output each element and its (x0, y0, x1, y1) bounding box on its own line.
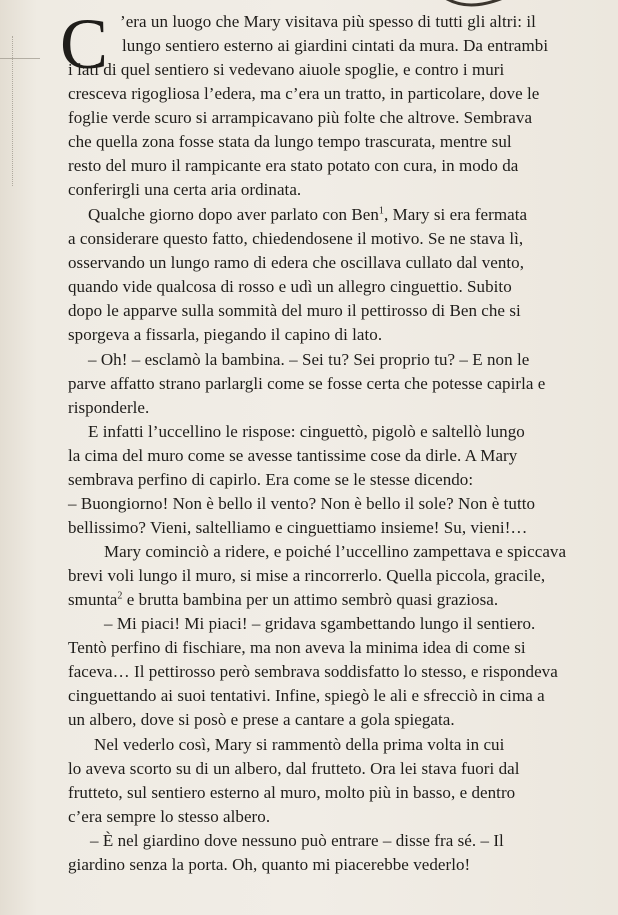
text-line: faceva… Il pettirosso però sembrava soddisfatto lo stesso, e rispondeva (68, 662, 558, 681)
text-line: ’era un luogo che Mary visitava più spesso di tutti gli altri: il (120, 12, 536, 31)
text-line: Mary cominciò a ridere, e poiché l’uccellino zampettava e spiccava (104, 542, 567, 561)
text-line: conferirgli una certa aria ordinata. (68, 180, 302, 199)
text-fragment: Qualche giorno dopo aver parlato con Ben (88, 205, 379, 224)
text-line: brevi voli lungo il muro, si mise a rincorrerlo. Quella piccola, gracile, (68, 566, 546, 585)
text-line: la cima del muro come se avesse tantissime cose da dirle. A Mary (68, 446, 518, 465)
text-line: parve affatto strano parlargli come se fosse certa che potesse capirla e (68, 374, 546, 393)
text-line: Tentò perfino di fischiare, ma non aveva la minima idea di come si (68, 638, 526, 657)
text-line: resto del muro il rampicante era stato potato con cura, in modo da (68, 156, 519, 175)
text-line (68, 588, 498, 612)
text-line: i lati di quel sentiero si vedevano aiuole spoglie, e contro i muri (68, 60, 505, 79)
text-line: – Mi piaci! Mi piaci! – gridava sgambettando lungo il sentiero. (104, 614, 536, 633)
text-line: cresceva rigogliosa l’edera, ma c’era un tratto, in particolare, dove le (68, 84, 540, 103)
text-line: dopo le apparve sulla sommità del muro il pettirosso di Ben che si (68, 301, 521, 320)
text-line: – Buongiorno! Non è bello il vento? Non è bello il sole? Non è tutto (68, 494, 536, 513)
text-line: quando vide qualcosa di rosso e udì un allegro cinguettio. Subito (68, 277, 512, 296)
drop-cap: C (60, 4, 109, 84)
footnote-marker: 2 (117, 590, 123, 602)
text-line: – È nel giardino dove nessuno può entrare – disse fra sé. – Il (90, 831, 504, 850)
text-line: osservando un lungo ramo di edera che oscillava cullato dal vento, (68, 253, 525, 272)
text-line: foglie verde scuro si arrampicavano più folte che altrove. Sembrava (68, 108, 533, 127)
text-line: sembrava perfino di capirlo. Era come se le stesse dicendo: (68, 470, 474, 489)
text-line: Nel vederlo così, Mary si rammentò della prima volta in cui (94, 735, 505, 754)
text-line (88, 203, 527, 227)
footnote-marker: 1 (378, 205, 384, 217)
text-fragment: e brutta bambina per un attimo sembrò quasi graziosa. (122, 590, 499, 609)
text-line: sporgeva a fissarla, piegando il capino di lato. (68, 325, 383, 344)
text-line: cinguettando ai suoi tentativi. Infine, spiegò le ali e sfrecciò in cima a (68, 686, 545, 705)
text-line: lungo sentiero esterno ai giardini cintati da mura. Da entrambi (122, 36, 549, 55)
text-line: frutteto, sul sentiero esterno al muro, molto più in basso, e dentro (68, 783, 516, 802)
text-line: lo aveva scorto su di un albero, dal frutteto. Ora lei stava fuori dal (68, 759, 520, 778)
text-line: un albero, dove si posò e prese a cantare a gola spiegata. (68, 710, 455, 729)
text-line: c’era sempre lo stesso albero. (68, 807, 271, 826)
text-line: che quella zona fosse stata da lungo tempo trascurata, mentre sul (68, 132, 512, 151)
text-line: E infatti l’uccellino le rispose: cinguettò, pigolò e saltellò lungo (88, 422, 525, 441)
text-fragment: smunta (68, 590, 118, 609)
text-line: a considerare questo fatto, chiedendosene il motivo. Se ne stava lì, (68, 229, 524, 248)
text-line: – Oh! – esclamò la bambina. – Sei tu? Sei proprio tu? – E non le (88, 350, 530, 369)
text-line: giardino senza la porta. Oh, quanto mi piacerebbe vederlo! (68, 855, 471, 874)
text-line: risponderle. (68, 398, 150, 417)
text-fragment: , Mary si era fermata (383, 205, 528, 224)
text-line: bellissimo? Vieni, saltelliamo e cinguettiamo insieme! Su, vieni!… (68, 518, 528, 537)
